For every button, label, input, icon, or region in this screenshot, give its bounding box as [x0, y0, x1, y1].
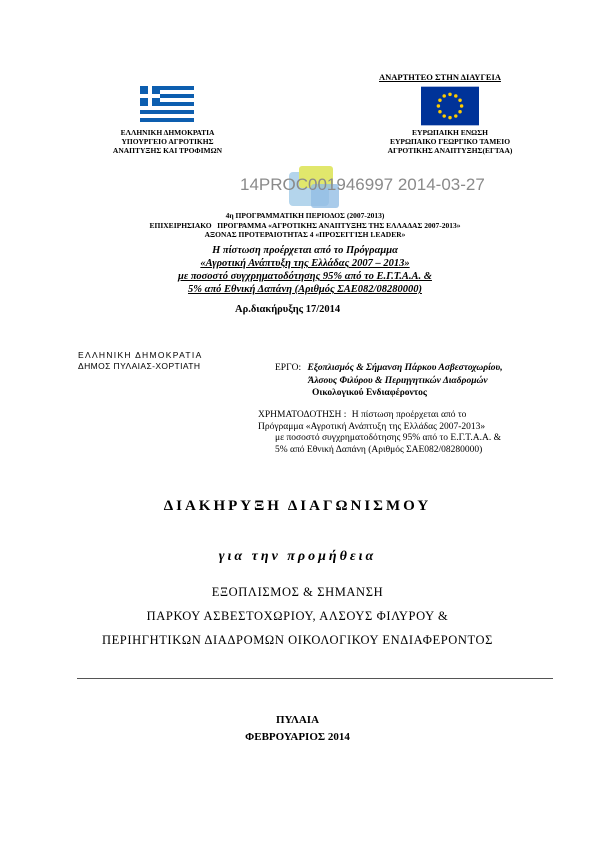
- eu-flag-icon: [421, 86, 479, 126]
- ministry-line: ΥΠΟΥΡΓΕΙΟ ΑΓΡΟΤΙΚΗΣ: [121, 137, 214, 146]
- footer-place: ΠΥΛΑΙΑ: [275, 714, 320, 726]
- document-title: ΔΙΑΚΗΡΥΞΗ ΔΙΑΓΩΝΙΣΜΟΥ: [163, 498, 432, 514]
- horizontal-divider: [77, 678, 553, 679]
- financing-label: ΧΡΗΜΑΤΟΔΟΤΗΣΗ :: [258, 410, 347, 420]
- financing-line: Η πίστωση προέρχεται από το: [351, 410, 467, 420]
- project-line: Οικολογικού Ενδιαφέροντος: [312, 388, 427, 398]
- funding-statement: [110, 244, 500, 296]
- financing-line: 5% από Εθνική Δαπάνη (Αριθμός ΣΑΕ082/08280000): [275, 444, 483, 455]
- publication-note-text: ΑΝΑΡΤΗΤΕΟ ΣΤΗΝ ΔΙΑΥΓΕΙΑ: [379, 72, 501, 82]
- funding-line: με ποσοστό συγχρηματοδότησης 95% από το Ε.Γ.Τ.Α.Α. &: [178, 271, 432, 282]
- funding-line: «Αγροτική Ανάπτυξη της Ελλάδας 2007 – 2013»: [200, 258, 410, 269]
- funding-line: 5% από Εθνική Δαπάνη (Αριθμός ΣΑΕ082/08280000): [188, 284, 422, 295]
- description-line: ΠΑΡΚΟΥ ΑΣΒΕΣΤΟΧΩΡΙΟΥ, ΑΛΣΟΥΣ ΦΙΛΥΡΟΥ &: [146, 609, 449, 623]
- ministry-line: ΕΛΛΗΝΙΚΗ ΔΗΜΟΚΡΑΤΙΑ: [120, 128, 215, 137]
- procurement-description: [20, 580, 575, 652]
- project-block: [275, 362, 575, 400]
- declaration-number: Αρ.διακήρυξης 17/2014: [235, 304, 341, 315]
- programme-info: [90, 211, 520, 240]
- financing-line: Πρόγραμμα «Αγροτική Ανάπτυξη της Ελλάδας 2007-2013»: [258, 421, 486, 432]
- programme-line: 4η ΠΡΟΓΡΑΜΜΑΤΙΚΗ ΠΕΡΙΟΔΟΣ (2007-2013): [225, 211, 385, 220]
- eu-fund-line: ΕΥΡΩΠΑΙΚΟ ΓΕΩΡΓΙΚΟ ΤΑΜΕΙΟ: [389, 137, 511, 146]
- funding-line: Η πίστωση προέρχεται από το Πρόγραμμα: [212, 245, 398, 256]
- financing-line: με ποσοστό συγχρηματοδότησης 95% από το Ε.Γ.Τ.Α.Α. &: [275, 433, 502, 443]
- contracting-authority: [78, 350, 268, 372]
- project-line: Άλσους Φιλύρου & Περιηγητικών Διαδρομών: [308, 375, 488, 386]
- project-line: Εξοπλισμός & Σήμανση Πάρκου Ασβεστοχωρίου,: [307, 363, 503, 373]
- programme-line: ΕΠΙΧΕΙΡΗΣΙΑΚΟ ΠΡΟΓΡΑΜΜΑ «ΑΓΡΟΤΙΚΗΣ ΑΝΑΠΤΥΞΗΣ ΤΗΣ ΕΛΛΑΔΑΣ 2007-2013»: [149, 220, 461, 230]
- programme-line: ΑΞΟΝΑΣ ΠΡΟΤΕΡΑΙΟΤΗΤΑΣ 4 «ΠΡΟΣΕΓΓΙΣΗ LEADER»: [204, 230, 406, 239]
- ministry-line: ΑΝΑΠΤΥΞΗΣ ΚΑΙ ΤΡΟΦΙΜΩΝ: [112, 146, 223, 155]
- document-subtitle: για την προμήθεια: [218, 549, 377, 564]
- authority-country: ΕΛΛΗΝΙΚΗ ΔΗΜΟΚΡΑΤΙΑ: [78, 350, 203, 360]
- description-line: ΠΕΡΙΗΓΗΤΙΚΩΝ ΔΙΑΔΡΟΜΩΝ ΟΙΚΟΛΟΓΙΚΟΥ ΕΝΔΙΑΦΕΡΟΝΤΟΣ: [101, 633, 494, 647]
- footer-date: ΦΕΒΡΟΥΑΡΙΟΣ 2014: [245, 731, 350, 743]
- eu-fund-block: [360, 128, 540, 155]
- diavgeia-stamp: 14PROC001946997 2014-03-27: [240, 175, 485, 194]
- authority-municipality: ΔΗΜΟΣ ΠΥΛΑΙΑΣ-ΧΟΡΤΙΑΤΗ: [78, 361, 201, 371]
- eu-fund-line: ΑΓΡΟΤΙΚΗΣ ΑΝΑΠΤΥΞΗΣ(ΕΓΤΑΑ): [387, 146, 513, 155]
- project-label: ΕΡΓΟ:: [275, 363, 302, 373]
- description-line: ΕΞΟΠΛΙΣΜΟΣ & ΣΗΜΑΝΣΗ: [211, 585, 384, 599]
- financing-block: [258, 410, 568, 456]
- footer-block: [0, 712, 595, 746]
- publication-note: [340, 72, 540, 82]
- greek-flag-icon: [140, 86, 194, 122]
- eu-fund-line: ΕΥΡΩΠΑΙΚΗ ΕΝΩΣΗ: [412, 128, 488, 137]
- ministry-block: [80, 128, 255, 155]
